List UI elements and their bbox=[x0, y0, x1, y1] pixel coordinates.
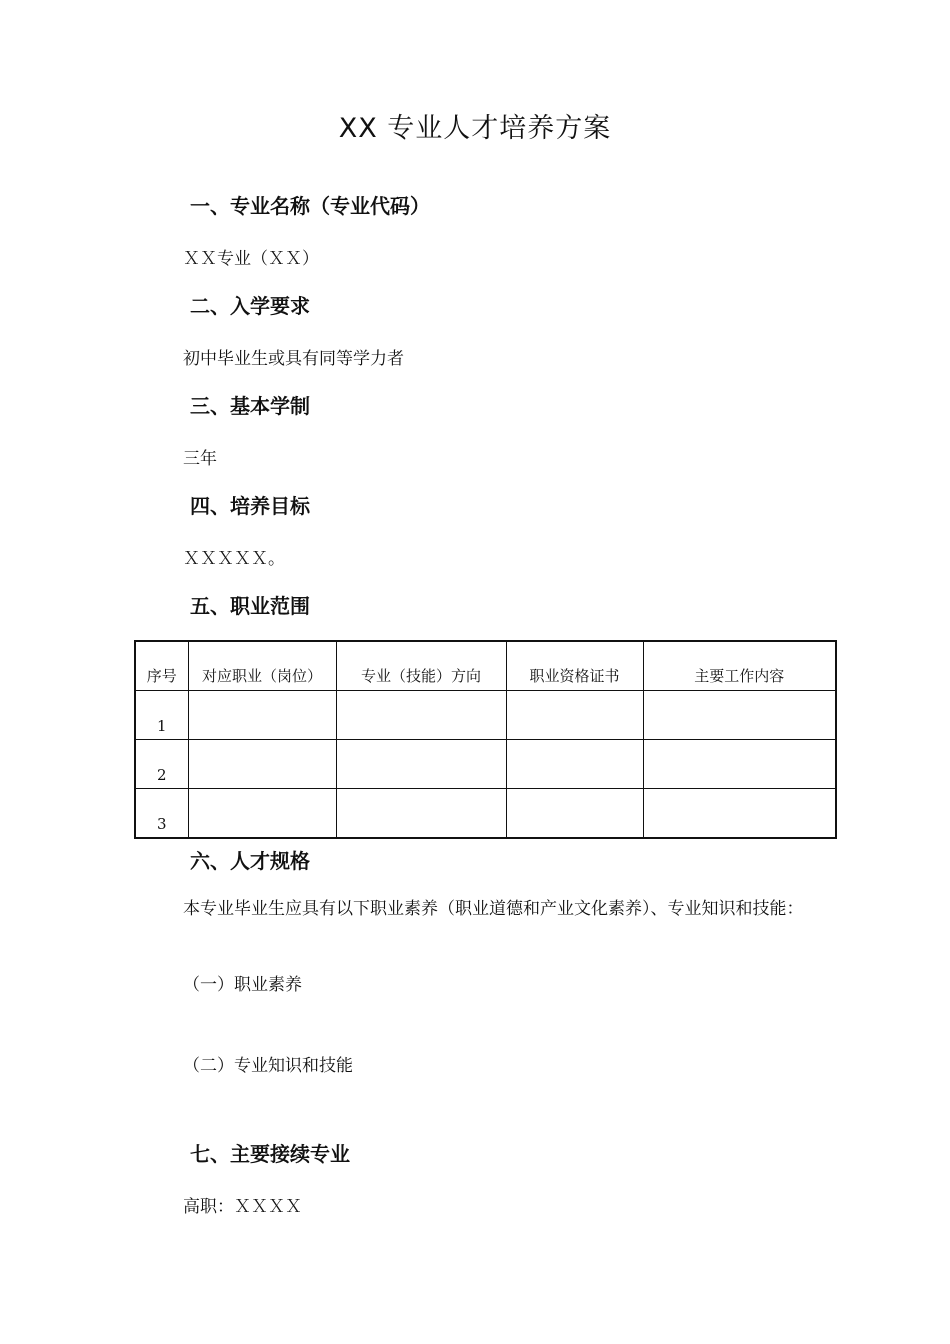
table-cell-index: 3 bbox=[135, 789, 188, 839]
table-row bbox=[135, 740, 836, 789]
section-body-duration: 三年 bbox=[183, 449, 217, 469]
table-cell bbox=[643, 691, 836, 740]
table-header-cell: 序号 bbox=[135, 641, 188, 691]
section-body-talent-spec: 本专业毕业生应具有以下职业素养（职业道德和产业文化素养）、专业知识和技能： bbox=[183, 899, 804, 919]
sub-heading-professional-quality: （一）职业素养 bbox=[183, 975, 302, 995]
table-cell bbox=[506, 740, 643, 789]
table-cell bbox=[506, 789, 643, 839]
document-title: XX 专业人才培养方案 bbox=[338, 113, 612, 144]
section-heading-major-name: 一、专业名称（专业代码） bbox=[190, 194, 430, 218]
table-cell bbox=[336, 789, 506, 839]
table-cell-index: 2 bbox=[135, 740, 188, 789]
table-row bbox=[135, 691, 836, 740]
section-body-admission: 初中毕业生或具有同等学力者 bbox=[183, 349, 404, 369]
table-cell bbox=[188, 740, 336, 789]
section-heading-admission: 二、入学要求 bbox=[190, 294, 310, 318]
section-heading-talent-spec: 六、人才规格 bbox=[190, 849, 310, 873]
section-body-major-name: ＸＸ专业（ＸＸ） bbox=[183, 249, 319, 269]
section-body-continuing-major: 高职：ＸＸＸＸ bbox=[183, 1197, 302, 1217]
table-header-cell: 职业资格证书 bbox=[506, 641, 643, 691]
table-cell bbox=[643, 740, 836, 789]
sub-heading-knowledge-skills: （二）专业知识和技能 bbox=[183, 1056, 353, 1076]
section-heading-continuing-major: 七、主要接续专业 bbox=[190, 1142, 350, 1166]
table-cell bbox=[188, 789, 336, 839]
section-heading-duration: 三、基本学制 bbox=[190, 394, 310, 418]
section-heading-career-scope: 五、职业范围 bbox=[190, 594, 310, 618]
table-header-row bbox=[135, 641, 836, 691]
table-cell bbox=[506, 691, 643, 740]
table-cell bbox=[643, 789, 836, 839]
table-header-cell: 对应职业（岗位） bbox=[188, 641, 336, 691]
table-header-cell: 主要工作内容 bbox=[643, 641, 836, 691]
career-scope-table bbox=[134, 640, 837, 839]
table-cell-index: 1 bbox=[135, 691, 188, 740]
table-cell bbox=[188, 691, 336, 740]
table-row bbox=[135, 789, 836, 839]
table-header-cell: 专业（技能）方向 bbox=[336, 641, 506, 691]
section-body-objective: ＸＸＸＸＸ。 bbox=[183, 549, 285, 569]
table-cell bbox=[336, 691, 506, 740]
table-cell bbox=[336, 740, 506, 789]
section-heading-objective: 四、培养目标 bbox=[190, 494, 310, 518]
